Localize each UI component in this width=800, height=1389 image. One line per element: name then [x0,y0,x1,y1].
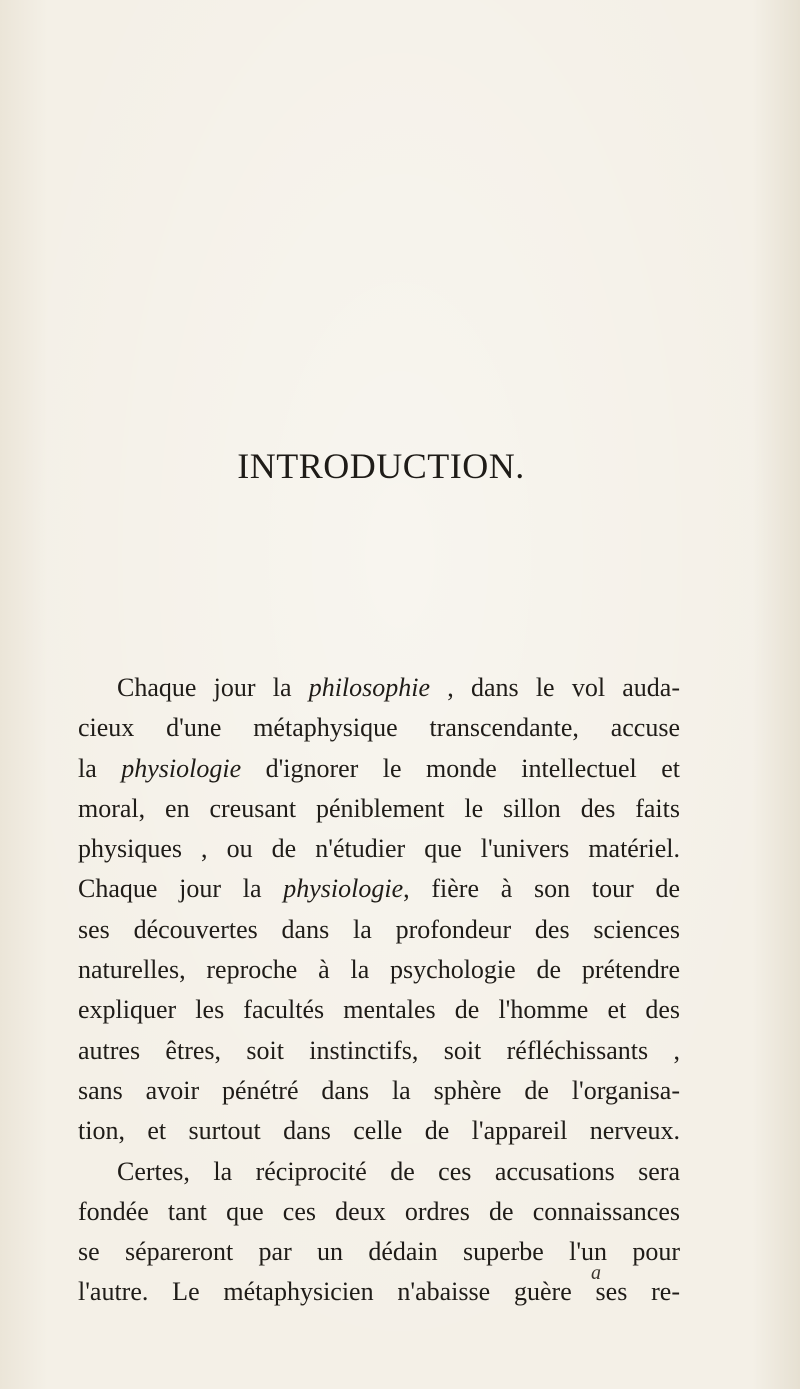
text-segment: Certes, la réciprocité de ces accusations sera [117,1156,680,1186]
text-segment: tion, et surtout dans celle de l'appareil nerveux. [78,1116,680,1146]
page-title: INTRODUCTION. [237,446,525,486]
text-segment: autres êtres, soit instinctifs, soit réfléchissants , [78,1035,680,1065]
text-line [78,869,680,909]
signature-mark: a [591,1262,601,1284]
text-line [78,990,680,1030]
text-segment: ses découvertes dans la profondeur des sciences [78,914,680,944]
text-line [78,829,680,869]
text-line [78,1071,680,1111]
italic-term: philosophie [308,673,431,702]
text-segment: sans avoir pénétré dans la sphère de l'organisa- [78,1075,680,1105]
text-line [78,1232,680,1272]
text-segment: cieux d'une métaphysique transcendante, accuse [78,713,680,743]
italic-term: physiologie [283,874,404,904]
text-line [78,1192,680,1232]
text-segment: l'autre. Le métaphysicien n'abaisse guère ses re- [78,1277,680,1307]
text-segment: naturelles, reproche à la psychologie de prétendre [78,955,680,985]
text-line [78,1031,680,1071]
text-segment: fondée tant que ces deux ordres de connaissances [78,1196,680,1226]
text-line [78,1111,680,1151]
text-line [78,749,680,789]
text-line [78,910,680,950]
text-segment: moral, en creusant péniblement le sillon des faits [78,793,680,823]
text-line [78,668,680,708]
text-line [78,789,680,829]
text-segment: se sépareront par un dédain superbe l'un pour [78,1237,680,1267]
text-segment: la [78,753,122,783]
text-segment: Chaque jour la [78,874,284,904]
text-line [78,1152,680,1192]
text-segment: d'ignorer le monde intellectuel et [241,753,680,783]
text-segment: , fière à son tour de [403,874,680,904]
text-line [78,1272,680,1312]
text-segment: physiques , ou de n'étudier que l'univers matériel. [78,834,680,864]
body-paragraphs [78,668,680,1313]
text-segment: , dans le vol auda- [430,673,680,702]
text-segment: Chaque jour la [117,673,309,702]
text-line [78,950,680,990]
text-line [78,708,680,748]
text-segment: expliquer les facultés mentales de l'homme et des [78,995,680,1025]
italic-term: physiologie [121,753,242,783]
